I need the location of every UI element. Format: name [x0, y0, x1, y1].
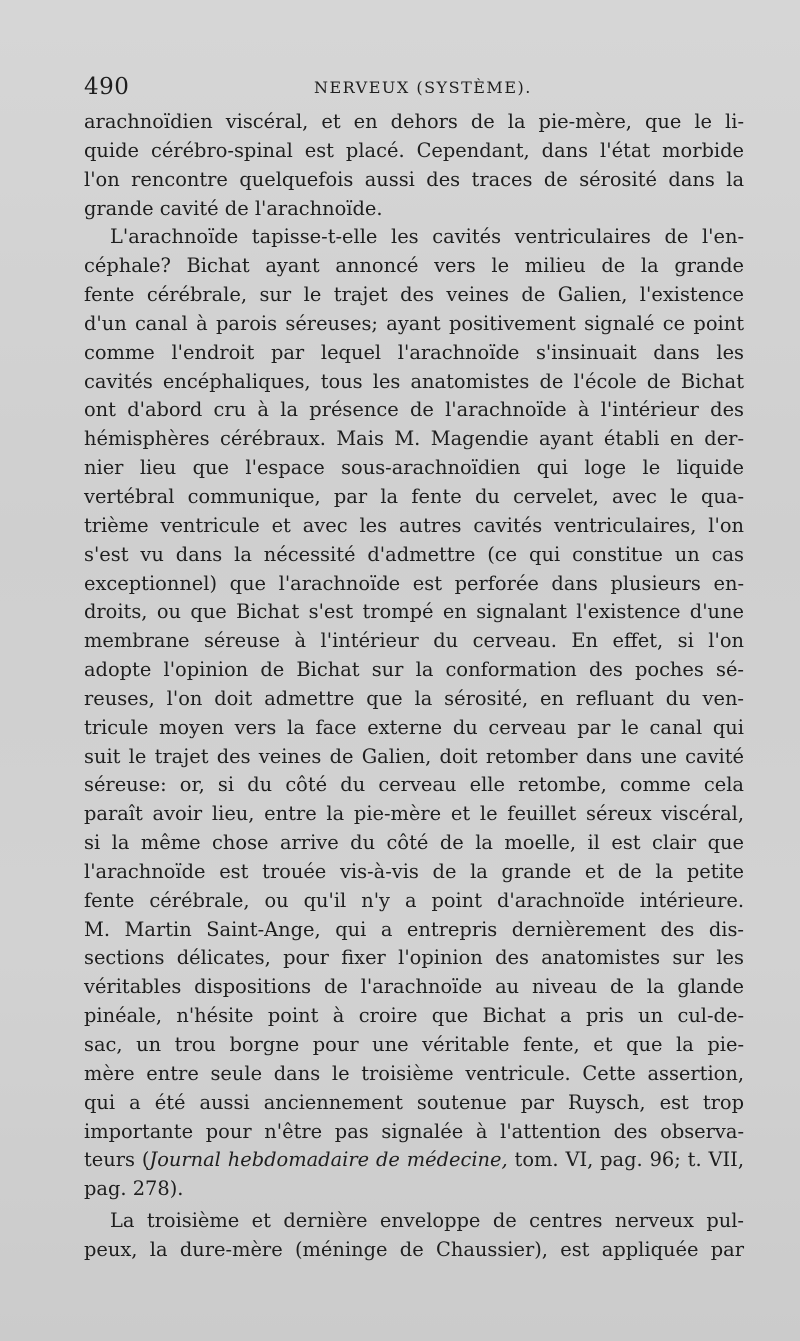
text-line: si la même chose arrive du côté de la moelle, il est clair que [84, 831, 744, 855]
text-line: fente cérébrale, ou qu'il n'y a point d'arachnoïde intérieure. [84, 888, 744, 912]
text-line: nier lieu que l'espace sous-arachnoïdien qui loge le liquide [84, 456, 744, 480]
text-line: mère entre seule dans le troisième ventricule. Cette assertion, [84, 1061, 744, 1085]
page-header [84, 70, 744, 106]
text-line: tricule moyen vers la face externe du cerveau par le canal qui [84, 715, 744, 739]
text-line: grande cavité de l'arachnoïde. [84, 196, 383, 220]
text-line: trième ventricule et avec les autres cavités ventriculaires, l'on [84, 513, 744, 537]
text-line: l'arachnoïde est trouée vis-à-vis de la grande et de la petite [84, 859, 744, 883]
text-line: hémisphères cérébraux. Mais M. Magendie ayant établi en der- [84, 427, 744, 451]
text-line: sections délicates, pour fixer l'opinion des anatomistes sur les [84, 946, 744, 970]
text-line: reuses, l'on doit admettre que la sérosité, en refluant du ven- [84, 686, 744, 710]
text-line: paraît avoir lieu, entre la pie-mère et le feuillet séreux viscéral, [84, 802, 744, 826]
body-text [84, 108, 744, 1265]
text-line: l'on rencontre quelquefois aussi des traces de sérosité dans la [84, 167, 744, 191]
text-line: pag. 278). [84, 1177, 184, 1201]
text-line: vertébral communique, par la fente du cervelet, avec le qua- [84, 484, 744, 508]
text-line: fente cérébrale, sur le trajet des veines de Galien, l'existence [84, 283, 744, 307]
text-line: pinéale, n'hésite point à croire que Bichat a pris un cul-de- [84, 1004, 744, 1028]
text-line: d'un canal à parois séreuses; ayant positivement signalé ce point [84, 311, 744, 335]
text-line: importante pour n'être pas signalée à l'attention des observa- [84, 1119, 744, 1143]
text-line: séreuse: or, si du côté du cerveau elle retombe, comme cela [84, 773, 744, 797]
text-line: céphale? Bichat ayant annoncé vers le milieu de la grande [84, 254, 744, 278]
text-line: comme l'endroit par lequel l'arachnoïde s'insinuait dans les [84, 340, 744, 364]
journal-title: Journal hebdomadaire de médecine, [149, 1148, 508, 1172]
text-line: suit le trajet des veines de Galien, doit retomber dans une cavité [84, 744, 744, 768]
citation-prefix: teurs ( [84, 1148, 150, 1172]
text-line: L'arachnoïde tapisse-t-elle les cavités ventriculaires de l'en- [110, 225, 744, 249]
text-line: M. Martin Saint-Ange, qui a entrepris dernièrement des dis- [84, 917, 744, 941]
text-line: La troisième et dernière enveloppe de centres nerveux pul- [110, 1209, 744, 1233]
page-number: 490 [84, 74, 130, 100]
citation-suffix: tom. VI, pag. 96; t. VII, [507, 1148, 744, 1172]
text-line: ont d'abord cru à la présence de l'arachnoïde à l'intérieur des [84, 398, 744, 422]
text-line: s'est vu dans la nécessité d'admettre (ce qui constitue un cas [84, 542, 744, 566]
text-line: adopte l'opinion de Bichat sur la conformation des poches sé- [84, 658, 744, 682]
text-line: quide cérébro-spinal est placé. Cependant, dans l'état morbide [84, 138, 744, 162]
text-line: sac, un trou borgne pour une véritable fente, et que la pie- [84, 1033, 744, 1056]
text-line: qui a été aussi anciennement soutenue par Ruysch, est trop [84, 1090, 744, 1114]
text-line: peux, la dure-mère (méninge de Chaussier), est appliquée par [84, 1237, 744, 1261]
citation-line [84, 1146, 744, 1175]
text-line: droits, ou que Bichat s'est trompé en signalant l'existence d'une [84, 600, 744, 624]
running-title: NERVEUX (SYSTÈME). [314, 78, 532, 97]
text-line: exceptionnel) que l'arachnoïde est perforée dans plusieurs en- [84, 571, 744, 595]
text-line: véritables dispositions de l'arachnoïde au niveau de la glande [84, 975, 744, 999]
text-line: arachnoïdien viscéral, et en dehors de la pie-mère, que le li- [84, 110, 744, 133]
text-line: cavités encéphaliques, tous les anatomistes de l'école de Bichat [84, 369, 744, 393]
text-line: membrane séreuse à l'intérieur du cerveau. En effet, si l'on [84, 629, 744, 653]
